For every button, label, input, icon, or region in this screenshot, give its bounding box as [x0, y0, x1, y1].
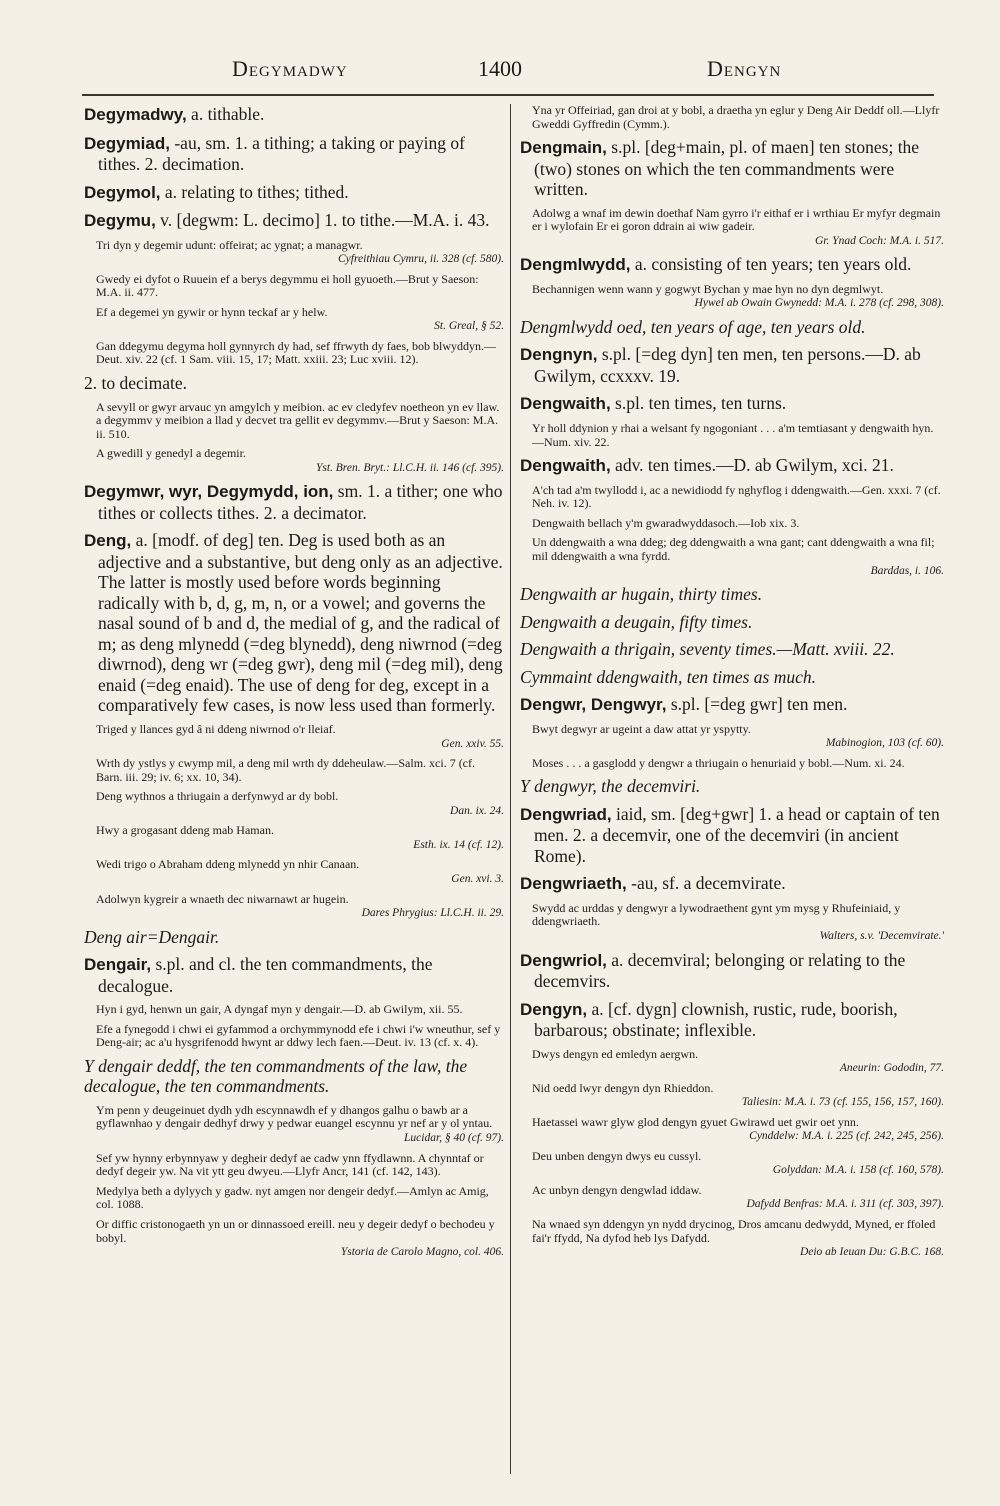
headword: Dengyn,	[520, 999, 588, 1019]
example-quotation: Haetassei wawr glyw glod dengyn gyuet Gwirawd uet gwir oet ynn.	[532, 1114, 859, 1129]
definition: v. [degwm: L. decimo] 1. to tithe.—M.A. i. 43.	[155, 210, 490, 230]
source-citation: Taliesin: M.A. i. 73 (cf. 155, 156, 157, 160).	[741, 1096, 944, 1109]
definition: s.pl. ten times, ten turns.	[610, 393, 787, 414]
example-quotation: Medylya beth a dylyych y gadw. nyt amgen nor dengeir dedyf.—Amlyn ac Amig, col. 1088.	[96, 1183, 489, 1212]
example-quotation: Deng wythnos a thriugain a derfynwyd ar dy bobl.	[96, 789, 339, 804]
headword: Degymu,	[84, 211, 156, 230]
example-quotation: Ef a degemei yn gywir or hynn teckaf ar y helw.	[96, 304, 328, 319]
definition: a. tithable.	[186, 104, 265, 124]
headword: Degymwr, wyr, Degymydd, ion,	[84, 482, 334, 502]
phrase-entry: Dengwaith a deugain, fifty times.	[520, 611, 753, 632]
header-left-guideword: Degymadwy	[232, 56, 348, 81]
definition: sm. 1. a tither; one who tithes or collects tithes. 2. a decimator.	[98, 481, 503, 523]
headword: Dengwaith,	[520, 394, 611, 414]
example-quotation: Moses . . . a gasglodd y dengwr a thriugain o henuriaid y bobl.—Num. xi. 24.	[532, 755, 905, 770]
source-citation: Esth. ix. 14 (cf. 12).	[413, 838, 504, 851]
source-citation: Dafydd Benfras: M.A. i. 311 (cf. 303, 397).	[746, 1198, 944, 1211]
headword: Degymol,	[84, 182, 161, 202]
example-quotation: Hwy a grogasant ddeng mab Haman.	[96, 823, 274, 838]
example-quotation: Swydd ac urddas y dengwyr a lywodraethent gynt ym mysg y Rhufeiniaid, y ddengwriaeth.	[532, 900, 901, 929]
example-quotation: Triged y llances gyd â ni ddeng niwrnod o'r lleiaf.	[96, 721, 336, 736]
headword: Deng,	[84, 531, 132, 551]
definition: s.pl. [=deg gwr] ten men.	[666, 694, 848, 715]
dictionary-entry	[84, 210, 504, 232]
definition: -au, sm. 1. a tithing; a taking or paying of tithes. 2. decimation.	[98, 132, 465, 174]
definition: -au, sf. a decemvirate.	[626, 873, 786, 894]
headword: Dengmain,	[520, 138, 607, 158]
example-quotation: Un ddengwaith a wna ddeg; deg ddengwaith a wna gant; cant ddengwaith a wna fil; mil ddengwaith a wna fyrdd.	[532, 535, 935, 564]
source-citation: Cyfreithiau Cymru, ii. 328 (cf. 580).	[338, 253, 504, 266]
definition: adv. ten times.—D. ab Gwilym, xci. 21.	[610, 455, 894, 476]
source-citation: Barddas, i. 106.	[870, 564, 944, 577]
headword: Dengwaith,	[520, 456, 611, 476]
definition: s.pl. and cl. the ten commandments, the decalogue.	[98, 954, 433, 996]
example-quotation: Na wnaed syn ddengyn yn nydd drycinog, Dros amcanu dedwydd, Myned, er ffoled fai'r ffydd, Na dyfod heb lys Dafydd.	[532, 1216, 936, 1245]
headword: Degymadwy,	[84, 105, 187, 124]
example-quotation: Gan ddegymu degyma holl gynnyrch dy had, sef ffrwyth dy faes, bob blwyddyn.—Deut. xiv. 22 (cf. 1 Sam. viii. 15, 17; Matt. xxiii. 23; Luc xviii. 12).	[96, 338, 497, 367]
example-quotation: Dwys dengyn ed emledyn aergwn.	[532, 1046, 699, 1061]
phrase-entry: Dengwaith a thrigain, seventy times.—Matt. xviii. 22.	[520, 639, 895, 660]
dictionary-entry	[520, 344, 944, 386]
example-quotation: Gwedy ei dyfot o Ruuein ef a berys degymmu ei holl gyuoeth.—Brut y Saeson: M.A. ii. 477.	[96, 271, 479, 300]
example-quotation: Ym penn y deugeinuet dydh ydh escynnawdh ef y dhangos galhu o bawb ar a gyflawnhao y dengair dedhyf drwy y pedwar euangel escynnu yr nef ar y ol yntau.	[96, 1102, 493, 1131]
source-citation: Mabinogion, 103 (cf. 60).	[825, 737, 944, 750]
example-quotation: A'ch tad a'm twyllodd i, ac a newidiodd fy nghyflog i ddengwaith.—Gen. xxxi. 7 (cf. Neh. iv. 12).	[532, 482, 941, 511]
dictionary-entry	[520, 393, 944, 415]
phrase-entry: Y dengwyr, the decemviri.	[520, 776, 701, 797]
example-quotation: Ac unbyn dengyn dengwlad iddaw.	[532, 1182, 702, 1197]
page-number: 1400	[478, 56, 522, 81]
example-quotation: Or diffic cristonogaeth yn un or dinnassoed ereill. neu y degeir dedyf o bechodeu y bobyl.	[96, 1216, 495, 1245]
source-citation: Yst. Bren. Bryt.: Ll.C.H. ii. 146 (cf. 395).	[315, 461, 504, 474]
example-quotation: Wedi trigo o Abraham ddeng mlynedd yn nhir Canaan.	[96, 857, 360, 872]
headword: Dengwriad,	[520, 804, 612, 824]
headword: Degymiad,	[84, 133, 170, 153]
example-quotation: Adolwg a wnaf im dewin doethaf Nam gyrro i'r eithaf er i wrthiau Er myfyr degmain er i wylofain Er ei goron ddrain ai wiw gadeir.	[532, 205, 941, 234]
dictionary-entry	[84, 133, 504, 175]
definition: iaid, sm. [deg+gwr] 1. a head or captain of ten men. 2. a decemvir, one of the decemviri (in ancient Rome).	[534, 803, 940, 866]
headword: Dengnyn,	[520, 345, 598, 365]
example-quotation: Bechannigen wenn wann y gogwyt Bychan y mae hyn no dyn degmlwyt.	[532, 281, 884, 296]
source-citation: St. Greal, § 52.	[434, 320, 504, 333]
dictionary-entry	[84, 373, 504, 394]
headword: Dengair,	[84, 955, 152, 975]
dictionary-entry	[520, 804, 944, 867]
example-quotation: Deu unben dengyn dwys eu cussyl.	[532, 1148, 702, 1163]
page-header	[0, 56, 1000, 90]
source-citation: Aneurin: Gododin, 77.	[839, 1062, 944, 1075]
example-quotation: Wrth dy ystlys y cwymp mil, a deng mil wrth dy ddeheulaw.—Salm. xci. 7 (cf. Barn. iii. 29; iv. 6; xx. 10, 34).	[96, 756, 476, 784]
headword: Dengmlwydd,	[520, 255, 631, 275]
example-quotation: Adolwyn kygreir a wnaeth dec niwarnawt ar hugein.	[96, 891, 349, 906]
example-quotation: Bwyt degwyr ar ugeint a daw attat yr yspytty.	[532, 721, 751, 736]
dictionary-entry	[520, 455, 944, 477]
source-citation: Lucidar, § 40 (cf. 97).	[404, 1132, 504, 1145]
source-citation: Gen. xxiv. 55.	[441, 737, 504, 750]
dictionary-entry	[520, 694, 944, 716]
dictionary-entry	[84, 481, 504, 523]
example-quotation: Hyn i gyd, henwn un gair, A dyngaf myn y dengair.—D. ab Gwilym, xii. 55.	[96, 1002, 463, 1017]
phrase-entry: Y dengair deddf, the ten commandments of the law, the decalogue, the ten commandments.	[84, 1055, 468, 1097]
definition: s.pl. [deg+main, pl. of maen] ten stones; the (two) stones on which the ten commandments were written.	[534, 137, 920, 200]
definition: a. decemviral; belonging or relating to the decemvirs.	[534, 949, 906, 991]
headword: Dengwriol,	[520, 950, 607, 970]
definition: a. consisting of ten years; ten years old.	[630, 254, 912, 275]
source-citation: Ystoria de Carolo Magno, col. 406.	[340, 1246, 504, 1259]
dictionary-entry	[84, 104, 504, 126]
dictionary-entry	[520, 254, 944, 276]
headword: Dengwr, Dengwyr,	[520, 695, 667, 715]
source-citation: Deio ab Ieuan Du: G.B.C. 168.	[799, 1246, 944, 1259]
example-quotation: Nid oedd lwyr dengyn dyn Rhieddon.	[532, 1080, 714, 1095]
definition: 2. to decimate.	[84, 373, 188, 394]
header-right-guideword: Dengyn	[707, 56, 782, 81]
example-quotation: Sef yw hynny erbynnyaw y degheir dedyf ae cadw ynn ffydlawnn. A chynntaf or dedyf degeir yw. Na vit ytt geu dwyeu.—Llyfr Ancr, 141 (cf. 142, 143).	[96, 1150, 484, 1179]
source-citation: Golyddan: M.A. i. 158 (cf. 160, 578).	[772, 1164, 944, 1177]
example-quotation: A gwedill y genedyl a degemir.	[96, 446, 246, 461]
example-quotation: Efe a fynegodd i chwi ei gyfammod a orchymmynodd efe i chwi i'w wneuthur, sef y Deng-air; ac a'u hysgrifenodd hwynt ar ddwy lech faen.—Deut. iv. 13 (cf. x. 4).	[96, 1021, 501, 1050]
headword: Dengwriaeth,	[520, 874, 627, 894]
example-quotation: Yr holl ddynion y rhai a welsant fy ngogoniant . . . a'm temtiasant y dengwaith hyn.—Num. xiv. 22.	[532, 420, 934, 449]
dictionary-entry	[520, 873, 944, 895]
example-quotation: Dengwaith bellach y'm gwaradwyddasoch.—Iob xix. 3.	[532, 515, 800, 530]
example-quotation: Yna yr Offeiriad, gan droi at y bobl, a draetha yn eglur y Deng Air Deddf oll.—Llyfr Gweddi Gyffredin (Cymm.).	[532, 104, 940, 131]
example-quotation: Tri dyn y degemir udunt: offeirat; ac ygnat; a managwr.	[96, 237, 363, 252]
phrase-entry: Dengwaith ar hugain, thirty times.	[520, 584, 763, 605]
dictionary-entry	[84, 182, 504, 204]
source-citation: Dan. ix. 24.	[450, 804, 504, 817]
source-citation: Gen. xvi. 3.	[451, 873, 504, 885]
phrase-entry: Cymmaint ddengwaith, ten times as much.	[520, 666, 817, 687]
right-column	[520, 104, 944, 1484]
left-column	[84, 104, 504, 1484]
definition: a. [cf. dygn] clownish, rustic, rude, boorish, barbarous; obstinate; inflexible.	[534, 998, 898, 1040]
dictionary-entry	[520, 137, 944, 200]
example-quotation: A sevyll or gwyr arvauc yn amgylch y meibion. ac ev cledyfev noetheon yn ev llaw. a degymmv y meibion a llad y decvet tra gellit ev degymmv.—Brut y Saeson: M.A. ii. 510.	[96, 399, 500, 441]
source-citation: Gr. Ynad Coch: M.A. i. 517.	[814, 234, 944, 247]
phrase-entry: Dengmlwydd oed, ten years of age, ten years old.	[520, 316, 866, 337]
source-citation: Dares Phrygius: Ll.C.H. ii. 29.	[361, 907, 504, 920]
source-citation: Cynddelw: M.A. i. 225 (cf. 242, 245, 256).	[749, 1130, 944, 1143]
source-citation: Walters, s.v. 'Decemvirate.'	[819, 930, 944, 942]
dictionary-entry	[84, 954, 504, 996]
header-rule	[82, 94, 934, 96]
definition: a. relating to tithes; tithed.	[160, 181, 349, 202]
dictionary-entry	[520, 950, 944, 992]
phrase-entry: Deng air=Dengair.	[84, 926, 220, 947]
column-divider	[510, 104, 511, 1474]
source-citation: Hywel ab Owain Gwynedd: M.A. i. 278 (cf. 298, 308).	[694, 297, 944, 310]
definition: s.pl. [=deg dyn] ten men, ten persons.—D. ab Gwilym, ccxxxv. 19.	[534, 344, 921, 386]
dictionary-entry	[520, 999, 944, 1041]
dictionary-entry	[84, 530, 504, 716]
definition: a. [modf. of deg] ten. Deg is used both as an adjective and a substantive, but deng only as an adjective. The latter is mostly used before words beginning radically with b, d, g, m, n, or a vowel; and governs the nasal sound of b and d, the medial of g, and the radical of m; as deng mlynedd (=deg blynedd), deng niwrnod (=deg diwrnod), deng wr (=deg gwr), deng mil (=deg mil), deng enaid (=deg enaid). The use of deng for deg, except in a comparatively few cases, is now less used than formerly.	[98, 530, 503, 716]
